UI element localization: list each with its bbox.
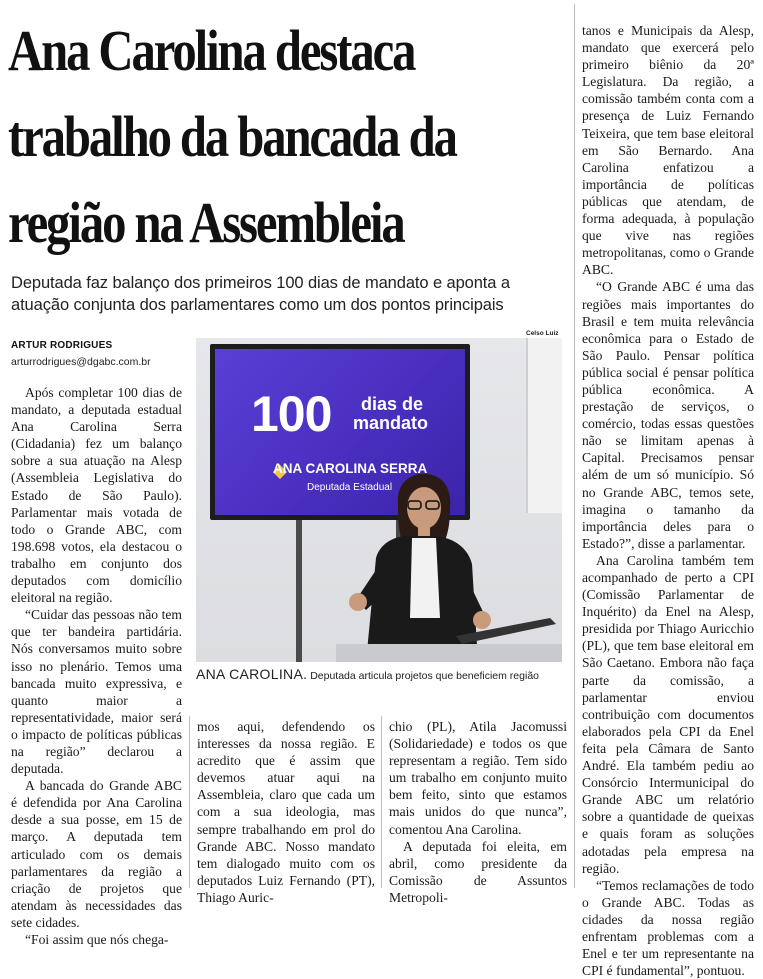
text-column-1 <box>11 384 182 948</box>
headline <box>8 8 478 266</box>
headline-line: trabalho da bancada da <box>8 104 456 169</box>
headline-line: Ana Carolina destaca <box>8 18 415 83</box>
caption-lead: ANA CAROLINA. <box>196 666 308 682</box>
text-column-2 <box>197 718 375 906</box>
screen-line2: mandato <box>353 413 429 433</box>
text-column-3 <box>389 718 567 906</box>
paragraph: mos aqui, defendendo os interesses da nossa região. E acredito que é assim que devemos atuar aqui na Assembleia, claro que cada um com a sua ideologia, mas sempre trabalhando em prol do Grande ABC. Nosso mandato tem dialogado muito com os deputados Luiz Fernando (PT), Thiago Auric- <box>197 719 375 905</box>
paragraph: “O Grande ABC é uma das regiões mais importantes do Brasil e tem muita relevância econômica para o Estado de São Paulo. Pensar política pública social é pensar política pública econômica. A prestação de serviços, o comércio, todas essas questões não se limitam apenas à Capital. Precisamos pensar além de um só município. Só no Grande ABC, temos sete, imagina o tamanho da importância deles para o Estado?”, disse a parlamentar. <box>582 279 754 551</box>
woman-figure <box>336 468 562 662</box>
paragraph: A deputada foi eleita, em abril, como presidente da Comissão de Assuntos Metropoli- <box>389 838 567 905</box>
photo-caption <box>196 666 566 682</box>
paragraph: Após completar 100 dias de mandato, a deputada estadual Ana Carolina Serra (Cidadania) fez um balanço sobre a sua atuação na Alesp (Assembleia Legislativa do Estado de São Paulo). Parlamentar mais votada de todo o Grande ABC, com 198.698 votos, ela destacou o trabalho em conjunto dos deputados com domicílio eleitoral na região. <box>11 385 182 606</box>
text-column-4 <box>582 22 754 979</box>
column-divider <box>189 716 190 888</box>
photo-credit: Celso Luiz <box>526 330 559 337</box>
paragraph: tanos e Municipais da Alesp, mandato que exercerá pelo primeiro biênio da 20ª Legislatura. Da região, a comissão também conta com a presença de Luiz Fernando Teixeira, que tem base eleitoral em São Bernardo. Ana Carolina enfatizou a importância de políticas públicas que atendam, de forma adequada, à população que vive nas regiões metropolitanas, como o Grande ABC. <box>582 23 754 278</box>
screen-name: ANA CAROLINA SERRA <box>273 461 428 476</box>
article-photo <box>196 338 562 662</box>
author-byline: ARTUR RODRIGUES <box>11 340 113 351</box>
paragraph: “Cuidar das pessoas não tem que ter bandeira partidária. Nós conversamos muito sobre isso no plenário. Temos uma bancada muito expressiva, e quanto maior a representatividade, maior será o impacto de políticas públicas na região” declarou a deputada. <box>11 607 182 777</box>
paragraph: A bancada do Grande ABC é defendida por Ana Carolina desde a sua posse, em 15 de março. A deputada tem articulado com os demais parlamentares da região a criação de projetos que atendam às necessidades das sete cidades. <box>11 778 182 930</box>
paragraph: chio (PL), Atila Jacomussi (Solidariedade) e todos os que representam a região. Tem sido um trabalho em conjunto muito bem feito, sinto que estamos mais unidos do que nunca”, comentou Ana Carolina. <box>389 719 567 837</box>
column-divider <box>381 716 382 888</box>
paragraph: Ana Carolina também tem acompanhado de perto a CPI (Comissão Parlamentar de Inquérito) da Enel na Alesp, presidida por Thiago Auricchio (PL), que tem base eleitoral em São Caetano. Embora não faça parte da comissão, a parlamentar enviou contribuição com documentos elaborados pela CPI da Enel feita pela Câmara de Santo André. Ela também pediu ao Consórcio Intermunicipal do Grande ABC um relatório sobre a quantidade de queixas e quais foram as soluções adotadas pela empresa na região. <box>582 552 754 876</box>
caption-text: Deputada articula projetos que beneficiem região <box>310 670 539 682</box>
paragraph: “Temos reclamações de todo o Grande ABC. Todas as cidades da nossa região enfrentam problemas com a Enel e ter um representante na CPI é fundamental”, pontuou. <box>582 877 754 979</box>
author-email: arturrodrigues@dgabc.com.br <box>11 356 151 368</box>
screen-number: 100 <box>251 386 332 442</box>
column-divider <box>574 4 575 888</box>
screen-line1: dias de <box>361 394 424 414</box>
subtitle: Deputada faz balanço dos primeiros 100 dias de mandato e aponta a atuação conjunta dos parlamentares como um dos pontos principais <box>11 274 510 314</box>
screen-role: Deputada Estadual <box>307 482 393 493</box>
headline-line: região na Assembleia <box>8 190 404 255</box>
paragraph: “Foi assim que nós chega- <box>25 932 169 947</box>
tv-stand-pole <box>296 518 302 662</box>
